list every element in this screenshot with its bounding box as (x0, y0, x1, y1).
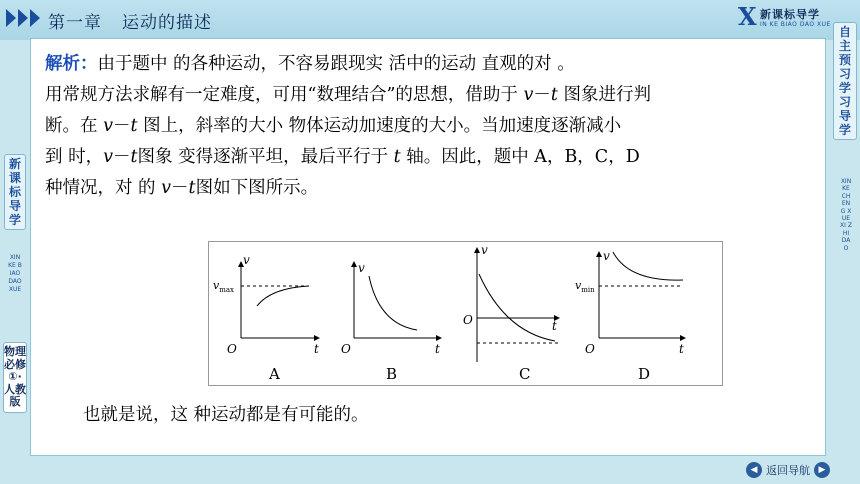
axis-t-label: t (679, 342, 684, 356)
origin-label: O (341, 342, 351, 356)
origin-label: O (227, 342, 237, 356)
logo-subtext: IN KE BIAO DAO XUE (760, 21, 831, 28)
axis-v-label: v (481, 243, 488, 257)
graph-a (213, 253, 319, 356)
next-arrow-icon[interactable]: ▶ (814, 462, 830, 478)
analysis-paragraph (45, 49, 817, 204)
caption-b: B (386, 365, 398, 383)
curve-c (479, 274, 555, 341)
chapter-title: 第一章 (48, 13, 102, 33)
vt-graphs-figure (208, 241, 723, 386)
axis-t-label: t (314, 342, 319, 356)
axis-t-label: t (435, 342, 440, 356)
logo-text: 新课标导学 (760, 8, 820, 21)
sidebar-brand-en: XIN KE BIAO DAO XUE (8, 254, 22, 293)
content-panel (30, 38, 826, 456)
sidebar-brand-tab[interactable]: 新课标导学 (4, 154, 26, 230)
logo-letter: X (738, 2, 757, 31)
axis-v-label: v (603, 249, 610, 263)
caption-a: A (269, 365, 280, 383)
caption-c: C (519, 365, 531, 383)
back-navigation[interactable] (746, 461, 830, 479)
axis-t-label: t (552, 319, 557, 333)
curve-a (257, 286, 309, 306)
para-line-3: 断。在 v－t 图上，斜率的大小 物体运动加速度的大小。当加速度逐渐减小 (45, 116, 622, 136)
sidebar-section-en: XIN KE CHENG XUE XI ZHI DAO (840, 178, 852, 252)
chevron-right-icon (6, 9, 42, 29)
book-label: 物理必修①·人教版 (3, 342, 27, 413)
caption-d: D (638, 365, 651, 383)
vmin-label: $v_{min}$ (575, 279, 595, 294)
analysis-label: 解析： (45, 54, 98, 74)
para-line-1: 解析：由于题中 的各种运动，不容易跟现实 活中的运动 直观的对 。 (45, 54, 575, 74)
graph-b (341, 261, 441, 356)
para-line-5: 种情况，对 的 v－t图如下图所示。 (45, 178, 319, 198)
origin-label: O (463, 313, 473, 327)
axis-v-label: v (358, 261, 365, 275)
origin-label: O (585, 342, 595, 356)
curve-b (369, 276, 417, 330)
conclusion-text: 也就是说，这 种运动都是有可能的。 (83, 405, 369, 425)
sidebar-section-tab[interactable]: 自主预习学习导学 (833, 22, 857, 140)
vmax-label: $v_{max}$ (213, 279, 234, 294)
header-bar (0, 0, 860, 40)
graph-d (575, 249, 685, 356)
axis-v-label: v (243, 253, 250, 267)
section-title: 运动的描述 (122, 13, 212, 33)
para-line-2: 用常规方法求解有一定难度，可用“数理结合”的思想，借助于 v－t 图象进行判 (45, 85, 651, 105)
right-sidebar (830, 2, 860, 442)
para-line-4: 到 时，v－t图象 变得逐渐平坦，最后平行于 t 轴。因此，题中 A，B，C，D (45, 147, 640, 167)
vt-graphs-svg (209, 242, 724, 387)
curve-d (613, 252, 683, 280)
left-sidebar (0, 38, 28, 458)
prev-arrow-icon[interactable]: ◀ (746, 462, 762, 478)
back-nav-label[interactable]: 返回导航 (766, 464, 810, 477)
graph-c (463, 243, 559, 362)
